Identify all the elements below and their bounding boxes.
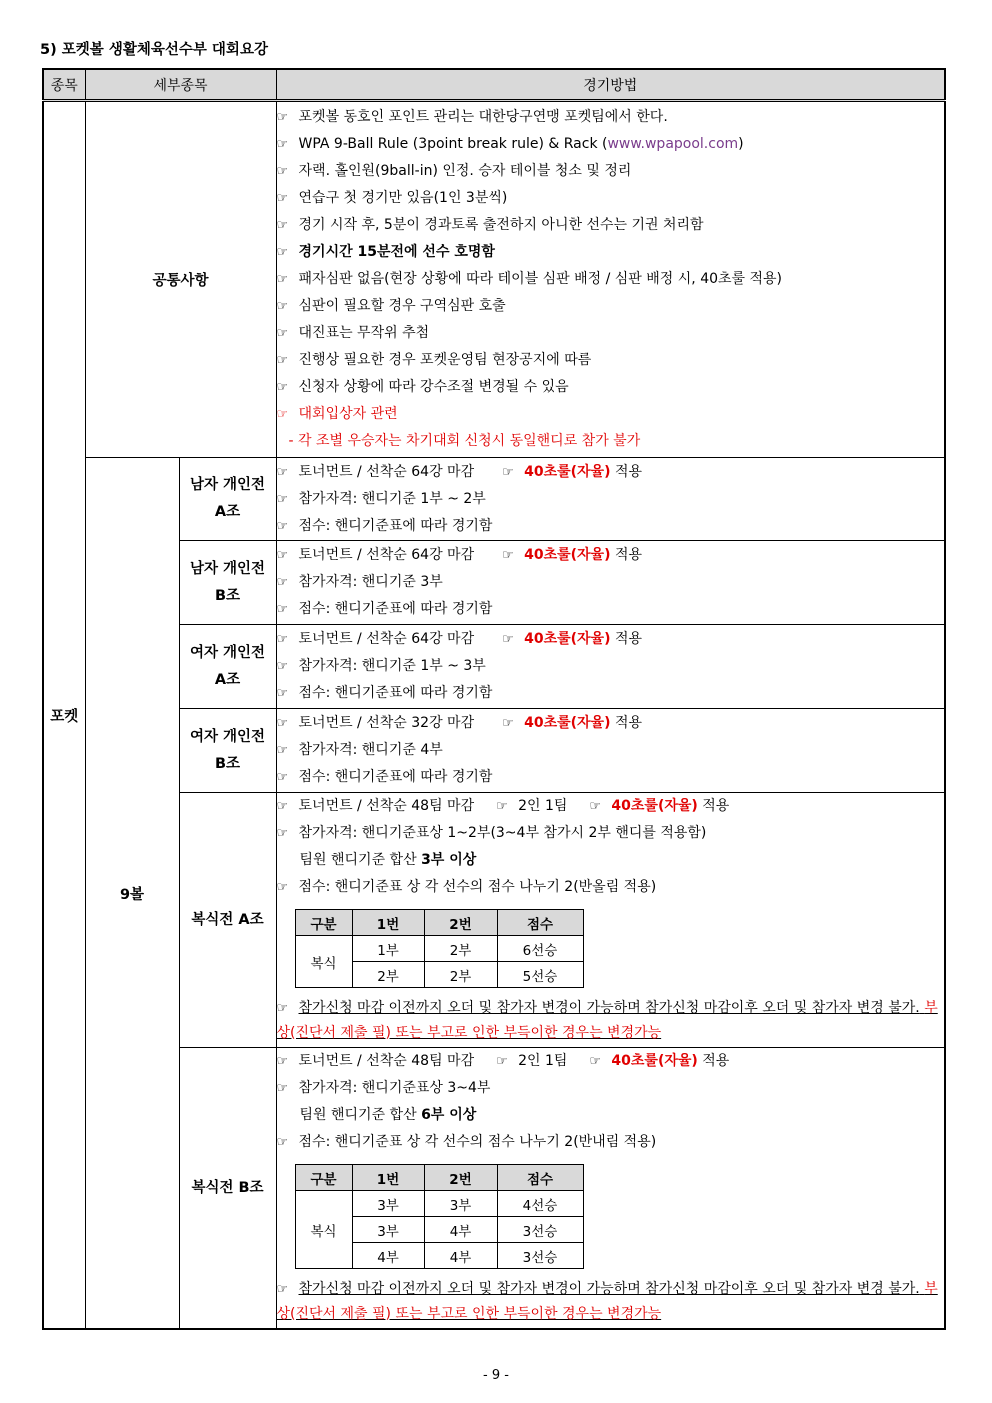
- pointing-hand-icon: ☞: [276, 686, 289, 701]
- event-cell: 포켓: [43, 101, 85, 1330]
- list-item: ☞ 참가자격: 핸디기준 1부 ~ 2부: [277, 486, 945, 513]
- pointing-hand-icon: ☞: [276, 491, 289, 507]
- doubles-name-cell: 복식전 B조: [179, 1048, 276, 1330]
- group-row: [43, 625, 945, 709]
- table-cell: 3부: [352, 1217, 424, 1243]
- table-cell: 5선승: [497, 962, 583, 988]
- group-row: [43, 458, 945, 541]
- list-item: 팀원 핸디기준 합산 3부 이상: [299, 852, 477, 868]
- pointing-hand-icon: ☞: [276, 464, 289, 480]
- pointing-hand-icon: ☞: [496, 799, 508, 814]
- pointing-hand-icon: ☞: [276, 1135, 289, 1150]
- table-cell: 6선승: [497, 936, 583, 962]
- list-item: ☞ 심판이 필요할 경우 구역심판 호출: [277, 293, 945, 320]
- list-item: ☞ WPA 9-Ball Rule (3point break rule) & Rack (www.wpapool.com): [277, 131, 945, 158]
- pointing-hand-icon: ☞: [589, 799, 602, 814]
- header-sub-event: 세부종목: [85, 69, 276, 101]
- table-cell: 4부: [424, 1243, 497, 1269]
- table-header-row: [43, 69, 945, 101]
- pointing-hand-icon: ☞: [276, 518, 289, 534]
- pointing-hand-icon: ☞: [276, 743, 289, 758]
- list-item: ☞ 경기 시작 후, 5분이 경과토록 출전하지 아니한 선수는 기권 처리함: [277, 212, 945, 239]
- pointing-hand-icon: ☞: [276, 245, 289, 260]
- list-item: ☞ 대회입상자 관련: [277, 401, 945, 428]
- table-cell: 3부: [352, 1191, 424, 1217]
- list-item: ☞ 점수: 핸디기준표에 따라 경기함: [277, 513, 945, 540]
- tournament-rules-table: [42, 68, 946, 1330]
- column-header: 구분: [295, 1165, 352, 1191]
- row-label: 복식: [295, 1191, 352, 1269]
- list-item: ☞ 참가자격: 핸디기준표상 1~2부(3~4부 참가시 2부 핸디를 적용함): [277, 820, 945, 847]
- pointing-hand-icon: ☞: [276, 110, 289, 125]
- table-cell: 2부: [424, 962, 497, 988]
- common-rules-cell: [276, 101, 945, 458]
- group-row: [43, 709, 945, 793]
- column-header: 점수: [497, 910, 583, 936]
- list-item: ☞ 점수: 핸디기준표 상 각 선수의 점수 나누기 2(반올림 적용): [277, 874, 945, 901]
- list-item: ☞ 경기시간 15분전에 선수 호명함: [277, 239, 945, 266]
- list-item: ☞ 참가자격: 핸디기준 1부 ~ 3부: [277, 653, 945, 680]
- list-item: ☞ 연습구 첫 경기만 있음(1인 3분씩): [277, 185, 945, 212]
- table-row: [295, 910, 583, 936]
- pointing-hand-icon: ☞: [589, 1054, 602, 1069]
- pointing-hand-icon: ☞: [276, 1282, 289, 1297]
- pointing-hand-icon: ☞: [276, 1081, 289, 1096]
- pointing-hand-icon: ☞: [276, 659, 289, 674]
- list-item: ☞ 점수: 핸디기준표 상 각 선수의 점수 나누기 2(반내림 적용): [277, 1129, 945, 1156]
- wpa-link[interactable]: www.wpapool.com: [607, 136, 739, 152]
- list-item: ☞ 점수: 핸디기준표에 따라 경기함: [277, 596, 945, 623]
- pointing-hand-icon: ☞: [276, 880, 289, 895]
- pointing-hand-icon: ☞: [276, 826, 289, 841]
- pointing-hand-icon: ☞: [276, 799, 289, 814]
- column-header: 점수: [497, 1165, 583, 1191]
- table-cell: 2부: [424, 936, 497, 962]
- pointing-hand-icon: ☞: [276, 575, 289, 590]
- column-header: 1번: [352, 1165, 424, 1191]
- pointing-hand-icon: ☞: [276, 299, 289, 314]
- doubles-name-cell: 복식전 A조: [179, 793, 276, 1048]
- table-cell: 4선승: [497, 1191, 583, 1217]
- column-header: 2번: [424, 1165, 497, 1191]
- list-item: ☞ 토너먼트 / 선착순 32강 마감 ☞ 40초룰(자율) 적용: [277, 710, 945, 737]
- pointing-hand-icon: ☞: [276, 1001, 289, 1016]
- table-cell: 1부: [352, 936, 424, 962]
- doubles-score-table: [295, 909, 584, 988]
- group-name-cell: 여자 개인전 A조: [179, 625, 276, 709]
- list-item: ☞ 참가자격: 핸디기준표상 3~4부: [277, 1075, 945, 1102]
- pointing-hand-icon: ☞: [276, 272, 289, 287]
- header-method: 경기방법: [276, 69, 945, 101]
- table-cell: 3부: [424, 1191, 497, 1217]
- pointing-hand-icon: ☞: [496, 1054, 508, 1069]
- table-row: [295, 1191, 583, 1217]
- pointing-hand-icon: ☞: [502, 632, 514, 647]
- pointing-hand-icon: ☞: [276, 218, 289, 233]
- group-name-cell: 남자 개인전 A조: [179, 458, 276, 541]
- change-policy-note: ☞ 참가신청 마감 이전까지 오더 및 참가자 변경이 가능하며 참가신청 마감이후 오더 및 참가자 변경 불가. 부상(진단서 제출 필) 또는 부고로 인한 부득이한 경우는 변경가능: [277, 1277, 945, 1326]
- doubles-rules-cell: [276, 793, 945, 1048]
- list-item: 팀원 핸디기준 합산 6부 이상: [299, 1107, 477, 1123]
- pointing-hand-icon: ☞: [276, 380, 289, 395]
- pointing-hand-icon: ☞: [276, 407, 289, 422]
- group-row: [43, 541, 945, 625]
- pointing-hand-icon: ☞: [276, 326, 289, 341]
- list-item: ☞ 토너먼트 / 선착순 64강 마감 ☞ 40초룰(자율) 적용: [277, 459, 945, 486]
- pointing-hand-icon: ☞: [276, 164, 289, 179]
- list-item: - 각 조별 우승자는 차기대회 신청시 동일핸디로 참가 불가: [288, 433, 641, 449]
- list-item: ☞ 토너먼트 / 선착순 48팀 마감 ☞ 2인 1팀 ☞ 40초룰(자율) 적용: [277, 793, 945, 820]
- list-item: ☞ 포켓볼 동호인 포인트 관리는 대한당구연맹 포켓팀에서 한다.: [277, 104, 945, 131]
- common-row: [43, 101, 945, 458]
- list-item: ☞ 패자심판 없음(현장 상황에 따라 테이블 심판 배정 / 심판 배정 시, 40초룰 적용): [277, 266, 945, 293]
- nine-ball-cell: 9볼: [85, 458, 179, 1330]
- table-cell: 2부: [352, 962, 424, 988]
- pointing-hand-icon: ☞: [276, 602, 289, 617]
- pointing-hand-icon: ☞: [276, 770, 289, 785]
- common-label: 공통사항: [85, 101, 276, 458]
- group-name-cell: 여자 개인전 B조: [179, 709, 276, 793]
- list-item: ☞ 진행상 필요한 경우 포켓운영팀 현장공지에 따름: [277, 347, 945, 374]
- list-item: ☞ 참가자격: 핸디기준 4부: [277, 737, 945, 764]
- row-label: 복식: [295, 936, 352, 988]
- pointing-hand-icon: ☞: [276, 632, 289, 647]
- column-header: 구분: [295, 910, 352, 936]
- section-title: 5) 포켓볼 생활체육선수부 대회요강: [40, 42, 268, 58]
- group-rules-cell: [276, 709, 945, 793]
- list-item: ☞ 참가자격: 핸디기준 3부: [277, 569, 945, 596]
- list-item: ☞ 점수: 핸디기준표에 따라 경기함: [277, 680, 945, 707]
- pointing-hand-icon: ☞: [502, 464, 514, 480]
- doubles-row: [43, 1048, 945, 1330]
- doubles-score-table: [295, 1164, 584, 1269]
- pointing-hand-icon: ☞: [276, 191, 289, 206]
- column-header: 2번: [424, 910, 497, 936]
- pointing-hand-icon: ☞: [276, 1054, 289, 1069]
- group-rules-cell: [276, 458, 945, 541]
- table-cell: 4부: [352, 1243, 424, 1269]
- table-row: [295, 1165, 583, 1191]
- pointing-hand-icon: ☞: [276, 548, 289, 563]
- pointing-hand-icon: ☞: [276, 353, 289, 368]
- pointing-hand-icon: ☞: [276, 137, 289, 152]
- table-cell: 3선승: [497, 1243, 583, 1269]
- column-header: 1번: [352, 910, 424, 936]
- pointing-hand-icon: ☞: [502, 548, 514, 563]
- list-item: ☞ 토너먼트 / 선착순 64강 마감 ☞ 40초룰(자율) 적용: [277, 542, 945, 569]
- list-item: ☞ 토너먼트 / 선착순 48팀 마감 ☞ 2인 1팀 ☞ 40초룰(자율) 적용: [277, 1048, 945, 1075]
- change-policy-note: ☞ 참가신청 마감 이전까지 오더 및 참가자 변경이 가능하며 참가신청 마감이후 오더 및 참가자 변경 불가. 부상(진단서 제출 필) 또는 부고로 인한 부득이한 경우는 변경가능: [277, 996, 945, 1045]
- header-event: 종목: [43, 69, 85, 101]
- doubles-rules-cell: [276, 1048, 945, 1330]
- page-number: - 9 -: [483, 1368, 509, 1383]
- list-item: ☞ 대진표는 무작위 추첨: [277, 320, 945, 347]
- group-rules-cell: [276, 625, 945, 709]
- table-cell: 4부: [424, 1217, 497, 1243]
- list-item: ☞ 점수: 핸디기준표에 따라 경기함: [277, 764, 945, 791]
- table-cell: 3선승: [497, 1217, 583, 1243]
- doubles-row: [43, 793, 945, 1048]
- list-item: ☞ 신청자 상황에 따라 강수조절 변경될 수 있음: [277, 374, 945, 401]
- table-row: [295, 936, 583, 962]
- group-name-cell: 남자 개인전 B조: [179, 541, 276, 625]
- list-item: ☞ 자랙. 홀인원(9ball-in) 인정. 승자 테이블 청소 및 정리: [277, 158, 945, 185]
- pointing-hand-icon: ☞: [276, 716, 289, 731]
- pointing-hand-icon: ☞: [502, 716, 514, 731]
- list-item: ☞ 토너먼트 / 선착순 64강 마감 ☞ 40초룰(자율) 적용: [277, 626, 945, 653]
- group-rules-cell: [276, 541, 945, 625]
